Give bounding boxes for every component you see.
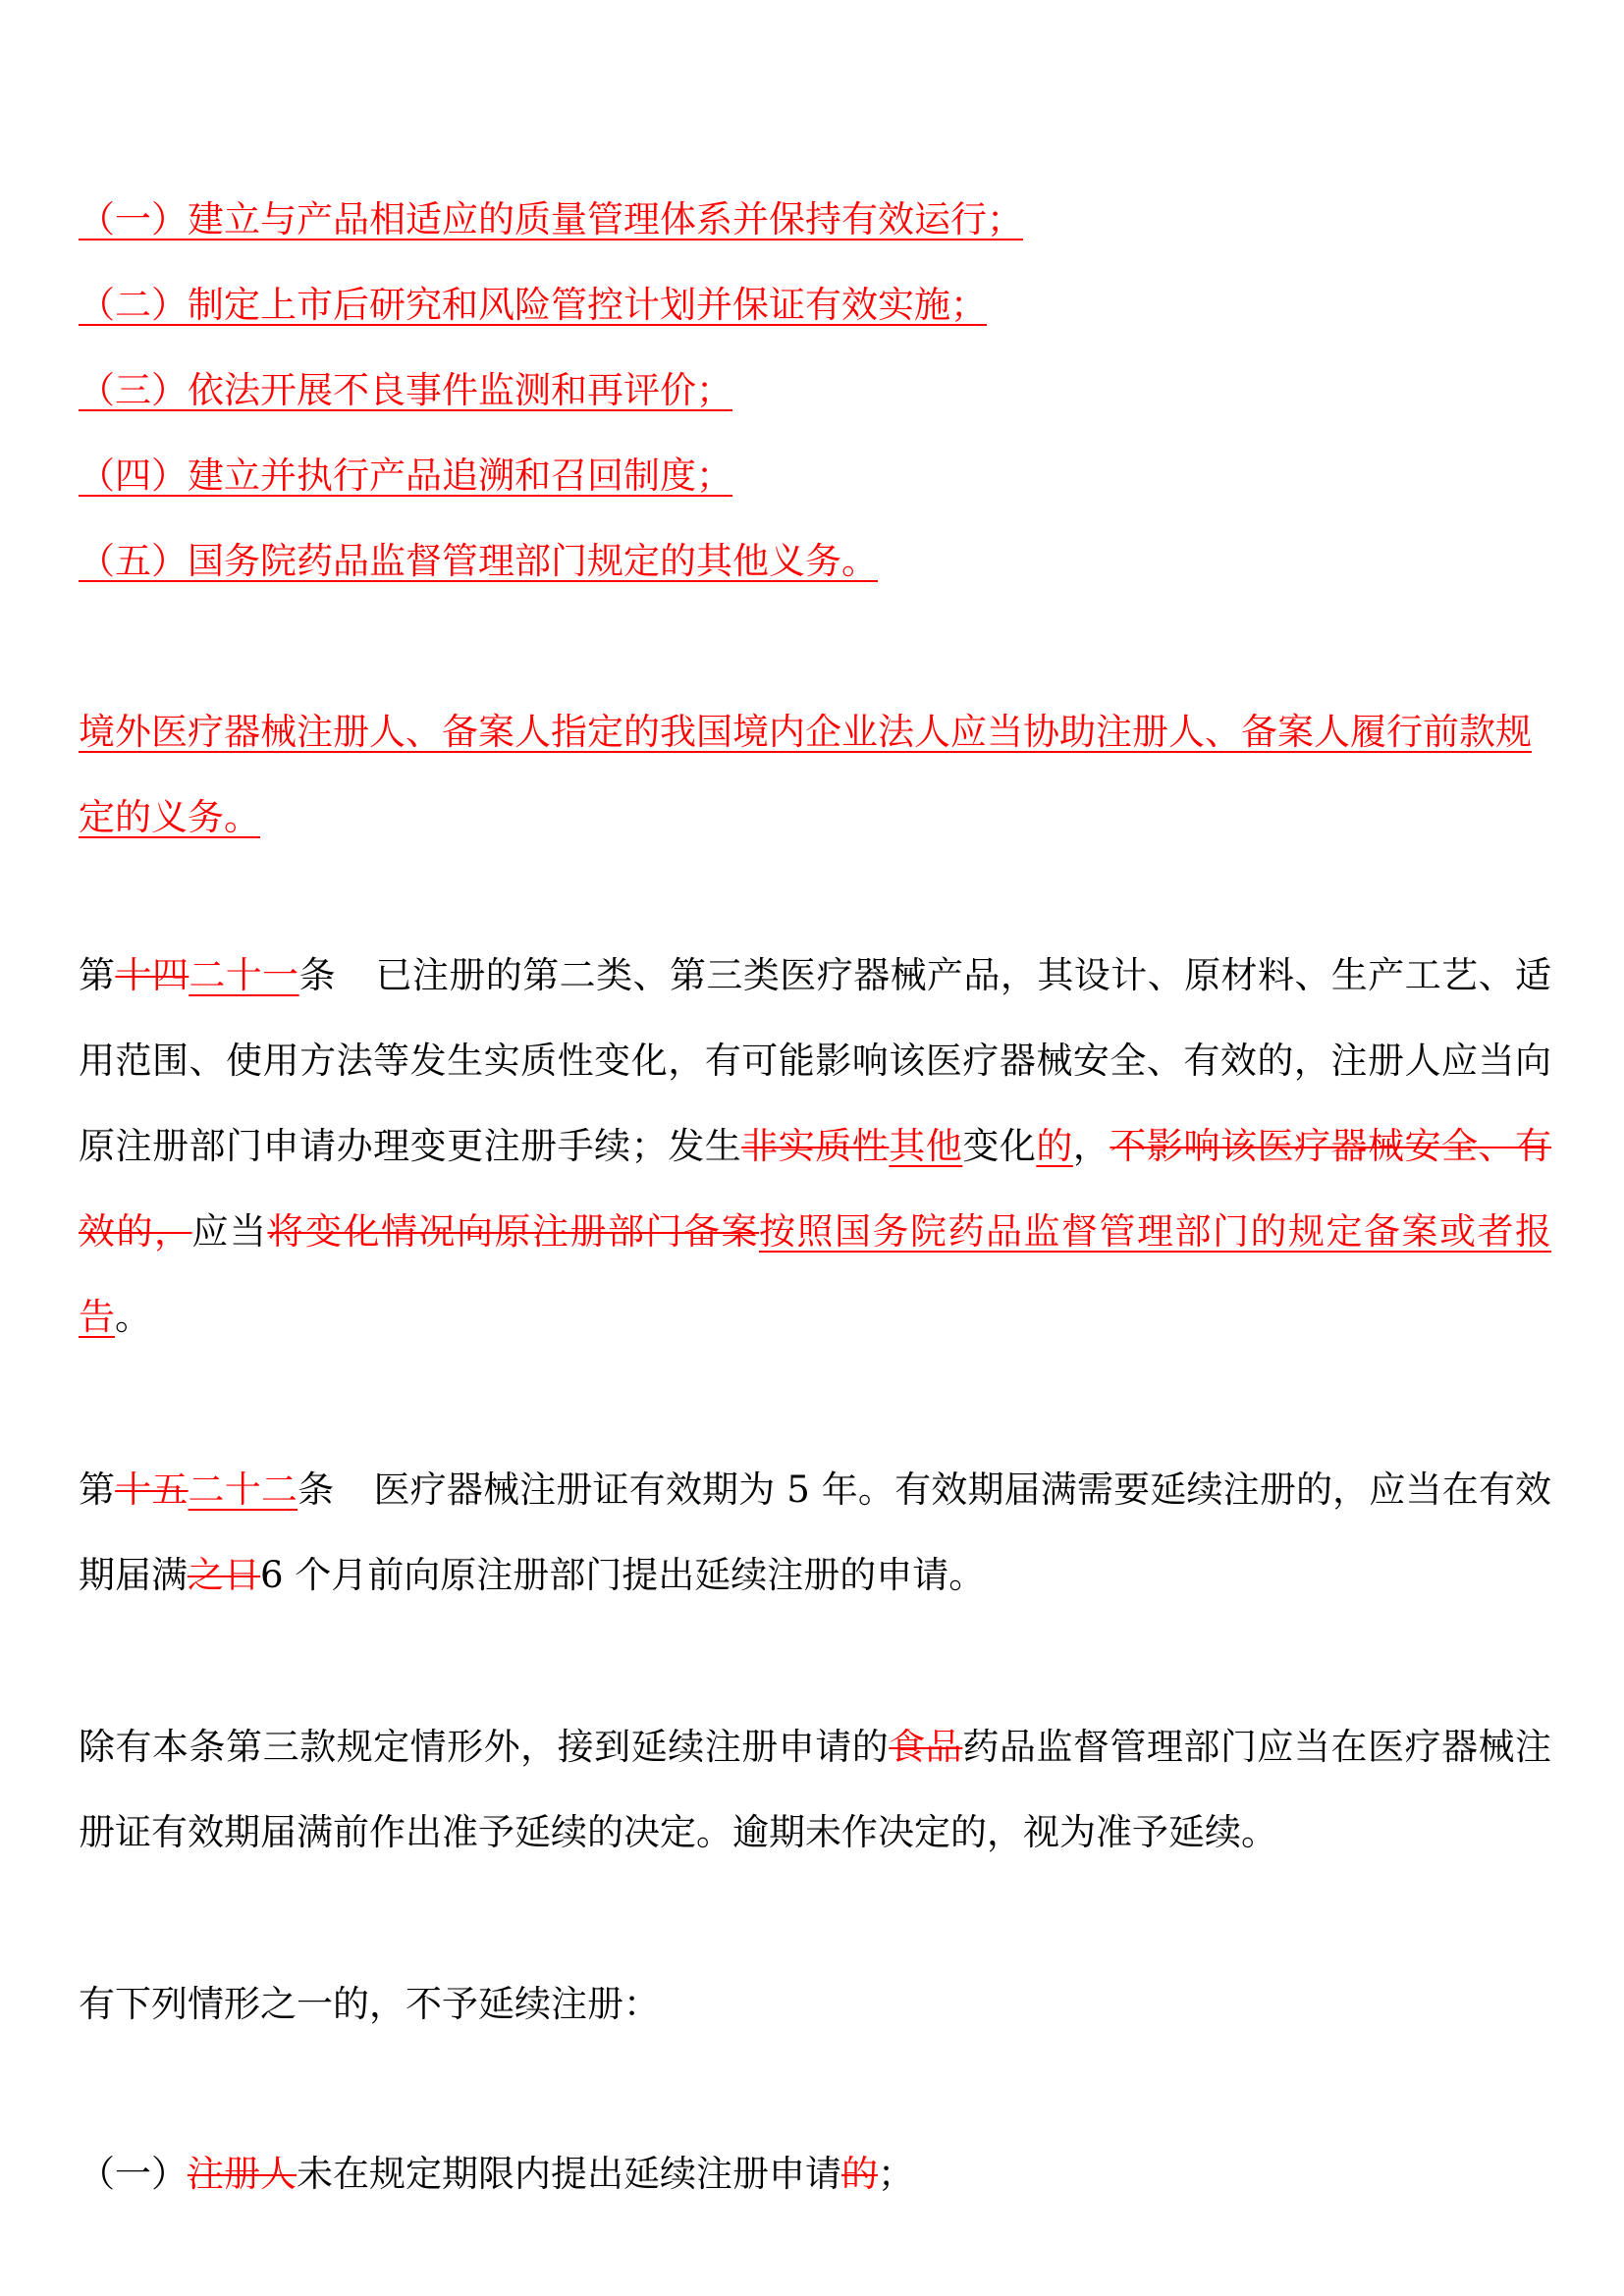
inserted-text: 境外医疗器械注册人、备案人指定的我国境内企业法人应当协助注册人、备案人履行前款规定的义务。 [79, 711, 1532, 838]
item-text: 未在规定期限内提出延续注册申请 [297, 2153, 841, 2195]
article-prefix: 第 [79, 1468, 116, 1511]
inserted-text: （四）建立并执行产品追溯和召回制度； [79, 454, 732, 497]
deleted-text: 的 [841, 2153, 878, 2195]
deleted-text: 食品 [889, 1726, 963, 1768]
obligation-item-2 [79, 262, 1551, 347]
obligation-item-1 [79, 177, 1551, 262]
deleted-text: 非实质性 [741, 1125, 890, 1167]
deleted-article-number: 十五 [115, 1468, 189, 1511]
article-text: 已注册的第二类、第三类医疗器械产品，其设计、原材料、生产工艺、适用范围、使用方法等发生实质性变化，有可能影响该医疗器械安全、有效的，注册人应当向原注册部门申请办理变更注册手续；发生 [79, 954, 1552, 1167]
obligation-item-3 [79, 347, 1551, 433]
deleted-text: 将变化情况向原注册部门备案 [267, 1210, 759, 1253]
paragraph-text: 药品监督管理部门应当在医疗器械注册证有效期届满前作出准予延续的决定。逾期未作决定的，视为准予延续。 [79, 1726, 1552, 1853]
article-text: 变化 [962, 1125, 1037, 1167]
inserted-text: 的 [1036, 1125, 1073, 1167]
article-22 [79, 1447, 1551, 1618]
inserted-article-number: 二十一 [189, 954, 299, 996]
inserted-text: 按照国务院药品监督管理部门的规定备案或者报告 [79, 1210, 1551, 1338]
paragraph-text: 有下列情形之一的，不予延续注册： [79, 1983, 660, 2025]
deleted-text: 注册人 [188, 2153, 297, 2195]
inserted-article-number: 二十二 [188, 1468, 298, 1511]
foreign-registrant-paragraph [79, 689, 1551, 860]
deleted-text: 不影响该医疗器械安全、有效的， [79, 1125, 1552, 1253]
article-text: 应当 [191, 1210, 268, 1253]
paragraph-text: 除有本条第三款规定情形外，接到延续注册申请的 [79, 1726, 890, 1768]
deleted-article-number: 十四 [115, 954, 189, 996]
article-prefix: 第 [79, 954, 116, 996]
article-text: 医疗器械注册证有效期为 5 年。有效期届满需要延续注册的，应当在有效期届满 [79, 1468, 1552, 1596]
article-suffix: 条 [298, 1468, 335, 1511]
obligation-item-4 [79, 433, 1551, 518]
inserted-text: 其他 [889, 1125, 963, 1167]
article-suffix: 条 [298, 954, 337, 996]
article-text: ， [1072, 1125, 1110, 1167]
inserted-text: （五）国务院药品监督管理部门规定的其他义务。 [79, 540, 878, 582]
article-text: 6 个月前向原注册部门提出延续注册的申请。 [260, 1554, 986, 1596]
deleted-text: 之日 [188, 1554, 260, 1596]
non-renewal-item-1 [79, 2131, 1551, 2216]
inserted-text: （三）依法开展不良事件监测和再评价； [79, 369, 732, 411]
article-21 [79, 933, 1551, 1360]
inserted-text: （一）建立与产品相适应的质量管理体系并保持有效运行； [79, 198, 1023, 240]
non-renewal-conditions-paragraph [79, 1961, 1551, 2047]
obligation-item-5 [79, 518, 1551, 604]
item-text: （一） [79, 2153, 188, 2195]
article-text: 。 [115, 1296, 151, 1338]
item-text: ； [878, 2153, 914, 2195]
inserted-text: （二）制定上市后研究和风险管控计划并保证有效实施； [79, 284, 987, 326]
renewal-decision-paragraph [79, 1704, 1551, 1875]
